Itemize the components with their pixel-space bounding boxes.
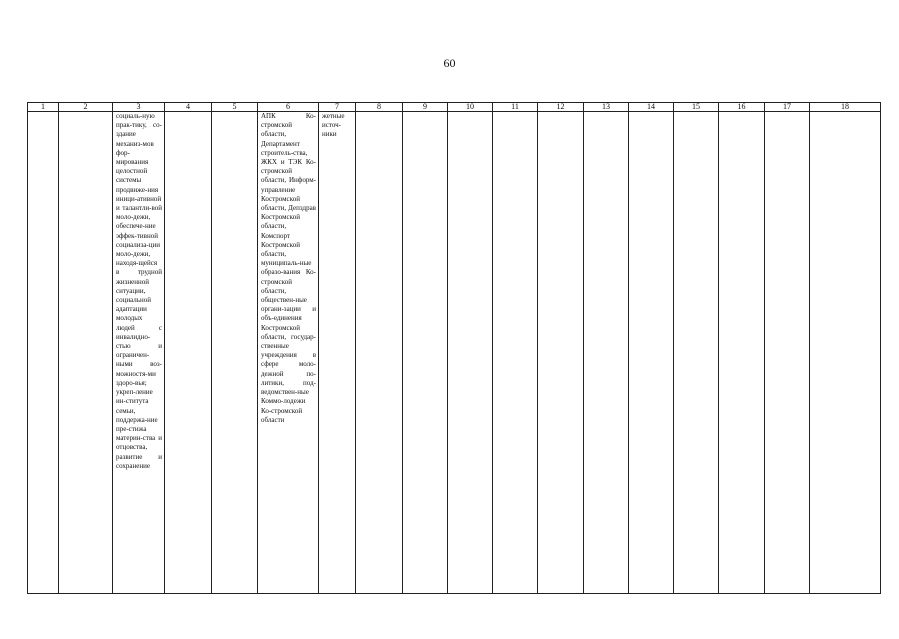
column-header: 5 (212, 103, 258, 112)
column-header: 14 (629, 103, 674, 112)
column-header: 8 (356, 103, 403, 112)
table-cell (59, 112, 113, 594)
header-row (28, 103, 881, 112)
table-cell-col6 (258, 112, 319, 594)
table-cell (28, 112, 59, 594)
column-header: 1 (28, 103, 59, 112)
table-cell (448, 112, 493, 594)
table-cell (403, 112, 448, 594)
table-cell (356, 112, 403, 594)
column-header: 16 (719, 103, 765, 112)
column-header: 10 (448, 103, 493, 112)
table-cell (629, 112, 674, 594)
table-row (28, 112, 881, 594)
cell-text: социаль-ную прак-тику, со-здание механиз-мов фор-мирования целостной системы продвиже-ния иници-ативной и талантли-вой моло-дежи, обеспече-ние эффек-тивной социализа-ции моло-дежи, находя-щейся в трудной жизненной ситуации, социальной адаптации молодых людей с инвалидно-стью и ограничен-ными воз-можностя-ми здоро-вья; укреп-ление ин-ститута семьи, поддержа-ние пре-стижа материн-ства и отцовства, развитие и сохранение (116, 112, 162, 470)
table-cell (165, 112, 212, 594)
cell-text: АПК Ко-стромской области, Департамент строитель-ства, ЖКХ и ТЭК Ко-стромской области, Информ-управление Костромской области, Депздрав Костромской области, Комспорт Костромской области, муниципаль-ные образо-вания Ко-стромской области, обществен-ные органи-зации и объ-единения Костромской области, государ-ственные учреждения в сфере моло-дежной по-литики, под-ведомствен-ные Коммо-лодежи Ко-стромской области (261, 112, 316, 424)
data-table (27, 102, 881, 594)
column-header: 9 (403, 103, 448, 112)
table-cell (493, 112, 538, 594)
column-header: 2 (59, 103, 113, 112)
column-header: 11 (493, 103, 538, 112)
table-cell (674, 112, 719, 594)
table-cell (212, 112, 258, 594)
page-number: 60 (443, 56, 456, 70)
table-cell (765, 112, 810, 594)
column-header: 4 (165, 103, 212, 112)
column-header: 6 (258, 103, 319, 112)
column-header: 12 (538, 103, 584, 112)
table-cell (719, 112, 765, 594)
table-cell (810, 112, 881, 594)
table-cell (584, 112, 629, 594)
column-header: 18 (810, 103, 881, 112)
column-header: 13 (584, 103, 629, 112)
column-header: 17 (765, 103, 810, 112)
column-header: 7 (319, 103, 356, 112)
column-header: 15 (674, 103, 719, 112)
table-cell-col3 (113, 112, 165, 594)
cell-text: жетные источ-ники (322, 112, 345, 139)
table-cell (538, 112, 584, 594)
table-cell-col7 (319, 112, 356, 594)
column-header: 3 (113, 103, 165, 112)
